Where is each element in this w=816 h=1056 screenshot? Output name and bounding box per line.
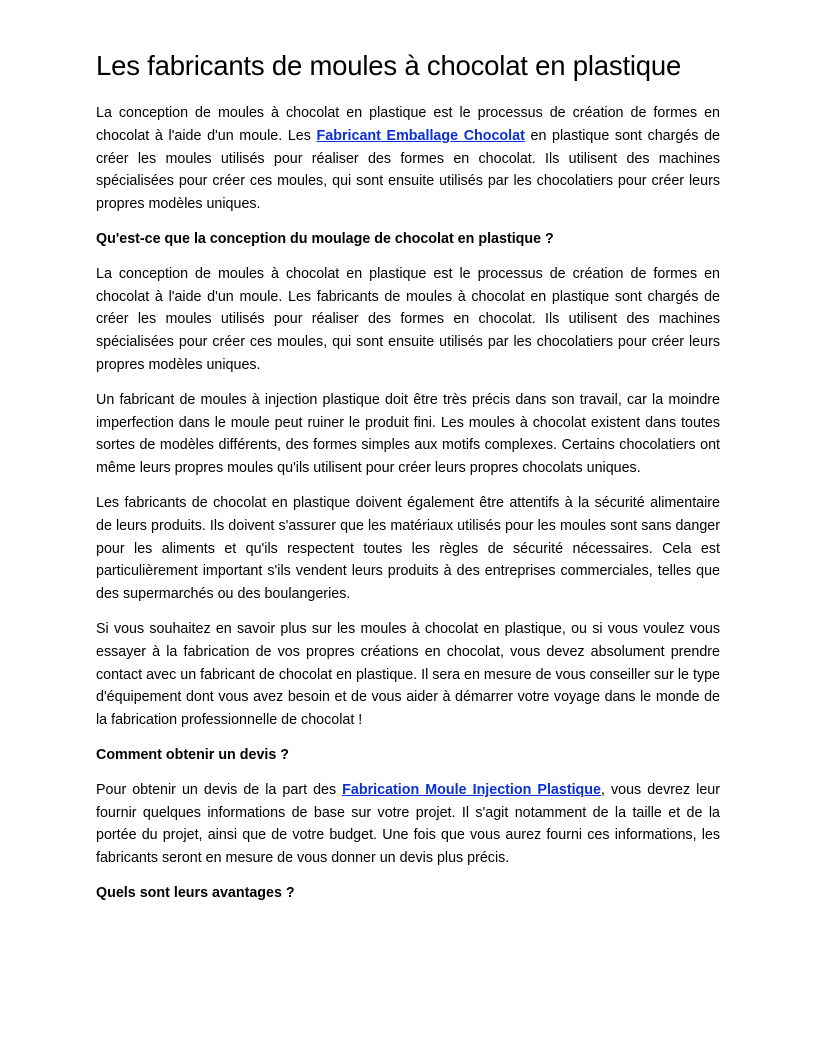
heading-devis: Comment obtenir un devis ? [96, 746, 290, 763]
document-page [96, 48, 720, 917]
paragraph-devis [96, 779, 720, 870]
heading-question: Qu'est-ce que la conception du moulage de chocolat en plastique ? [96, 230, 554, 247]
paragraph-devis-text-start: Pour obtenir un devis de la part des [96, 781, 343, 798]
paragraph-contact: Si vous souhaitez en savoir plus sur les moules à chocolat en plastique, ou si vous voulez vous essayer à la fabrication de vos propres créations en chocolat, vous devez absolument prendre contact avec un fabricant de chocolat en plastique. Il sera en mesure de vous conseiller sur le type d'équipement dont vous avez besoin et de vous aider à démarrer votre voyage dans le monde de la fabrication professionnelle de chocolat ! [96, 620, 720, 729]
paragraph-devis-text-end: , vous devrez leur fournir quelques informations de base sur votre projet. Il s'agit notamment de la taille et de la portée du projet, ainsi que de votre budget. Une fois que vous aurez fourni ces informations, les fabricants seront en mesure de vous donner un devis plus précis. [96, 781, 720, 867]
paragraph-securite: Les fabricants de chocolat en plastique doivent également être attentifs à la sécurité alimentaire de leurs produits. Ils doivent s'assurer que les matériaux utilisés pour les moules sont sans danger pour les aliments et qu'ils respectent toutes les règles de sécurité nécessaires. Cela est particulièrement important s'ils vendent leurs produits à des entreprises commerciales, telles que des supermarchés ou des boulangeries. [96, 494, 720, 603]
page-title: Les fabricants de moules à chocolat en plastique [96, 50, 682, 81]
link-fabricant-emballage-chocolat[interactable]: Fabricant Emballage Chocolat [316, 127, 525, 144]
link-fabrication-moule-injection[interactable]: Fabrication Moule Injection Plastique [342, 781, 601, 798]
heading-avantages: Quels sont leurs avantages ? [96, 884, 295, 901]
paragraph-injection: Un fabricant de moules à injection plastique doit être très précis dans son travail, car la moindre imperfection dans le moule peut ruiner le produit fini. Les moules à chocolat existent dans toutes sortes de modèles différents, des formes simples aux motifs complexes. Certains chocolatiers ont même leurs propres moules qu'ils utilisent pour créer leurs propres chocolats uniques. [96, 391, 720, 477]
paragraph-conception: La conception de moules à chocolat en plastique est le processus de création de formes en chocolat à l'aide d'un moule. Les fabricants de moules à chocolat en plastique sont chargés de créer les moules utilisés pour réaliser des formes en chocolat. Ils utilisent des machines spécialisées pour créer ces moules, qui sont ensuite utilisés par les chocolatiers pour créer leurs propres modèles uniques. [96, 265, 720, 373]
paragraph-intro-text-start: La conception de moules à chocolat en plastique est le processus de création de formes en chocolat à l'aide d'un moule. Les [96, 105, 720, 144]
paragraph-intro [96, 102, 720, 216]
paragraph-intro-text-end: en plastique sont chargés de créer les moules utilisés pour réaliser des formes en chocolat. Ils utilisent des machines spécialisées pour créer ces moules, qui sont ensuite utilisés par les chocolatiers pour créer leurs propres modèles uniques. [96, 127, 720, 213]
